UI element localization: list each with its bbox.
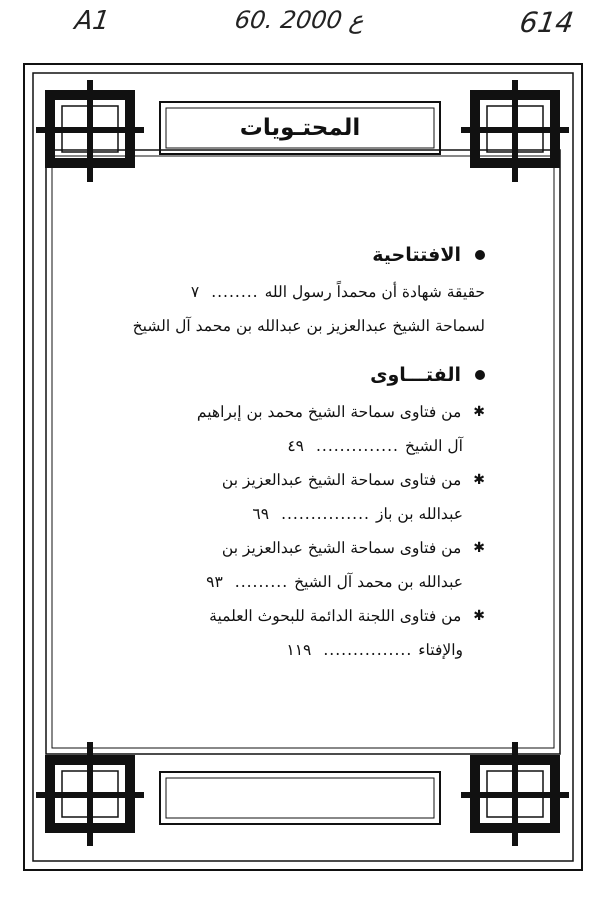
leader-dots: ...............	[323, 641, 413, 659]
asterisk-icon: ✱	[473, 608, 485, 624]
corner-knot-bottom-left	[36, 742, 144, 846]
handwritten-note-left: A1	[72, 6, 112, 36]
page-number: ٩٣	[206, 573, 223, 591]
leader-dots: ..............	[315, 437, 399, 455]
page-number: ٤٩	[287, 437, 304, 455]
asterisk-icon: ✱	[473, 404, 485, 420]
leader-dots: .........	[234, 573, 289, 591]
leader-dots: ...............	[281, 505, 370, 523]
section-heading-fatwas: الفتـــاوى	[55, 355, 485, 395]
entry-title: حقيقة شهادة أن محمداً رسول الله	[264, 283, 485, 301]
leader-dots: ........	[211, 283, 259, 301]
toc-entry-author	[55, 309, 485, 343]
toc-entry-continuation: عبدالله بن محمد آل الشيخ ......... ٩٣	[55, 565, 485, 599]
corner-knot-bottom-right	[461, 742, 569, 846]
handwritten-note-right: 614	[517, 6, 576, 39]
toc-entry: ✱ من فتاوى سماحة الشيخ عبدالعزيز بن	[55, 531, 485, 565]
toc-entry-continuation: آل الشيخ .............. ٤٩	[55, 429, 485, 463]
toc-entry-continuation: والإفتاء ............... ١١٩	[55, 633, 485, 667]
page-title: المحتـويات	[239, 115, 361, 141]
corner-knot-top-right	[461, 80, 569, 182]
toc-entry	[55, 275, 485, 309]
bullet-icon	[475, 250, 485, 260]
toc-entry: ✱ من فتاوى اللجنة الدائمة للبحوث العلمية	[55, 599, 485, 633]
bullet-icon	[475, 370, 485, 380]
asterisk-icon: ✱	[473, 472, 485, 488]
table-of-contents	[55, 235, 485, 667]
toc-entry: ✱ من فتاوى سماحة الشيخ عبدالعزيز بن	[55, 463, 485, 497]
page-number: ١١٩	[286, 641, 312, 659]
page-number: ٦٩	[252, 505, 270, 523]
handwritten-note-middle: 60. ع 2000	[233, 6, 366, 34]
section-heading-opening: الافتتاحية	[55, 235, 485, 275]
page-number: ٧	[190, 283, 200, 301]
corner-knot-top-left	[36, 80, 144, 182]
toc-entry: ✱ من فتاوى سماحة الشيخ محمد بن إبراهيم	[55, 395, 485, 429]
asterisk-icon: ✱	[473, 540, 485, 556]
toc-entry-continuation: عبدالله بن باز ............... ٦٩	[55, 497, 485, 531]
entry-author: لسماحة الشيخ عبدالعزيز بن عبدالله بن محمد آل الشيخ	[132, 317, 485, 335]
